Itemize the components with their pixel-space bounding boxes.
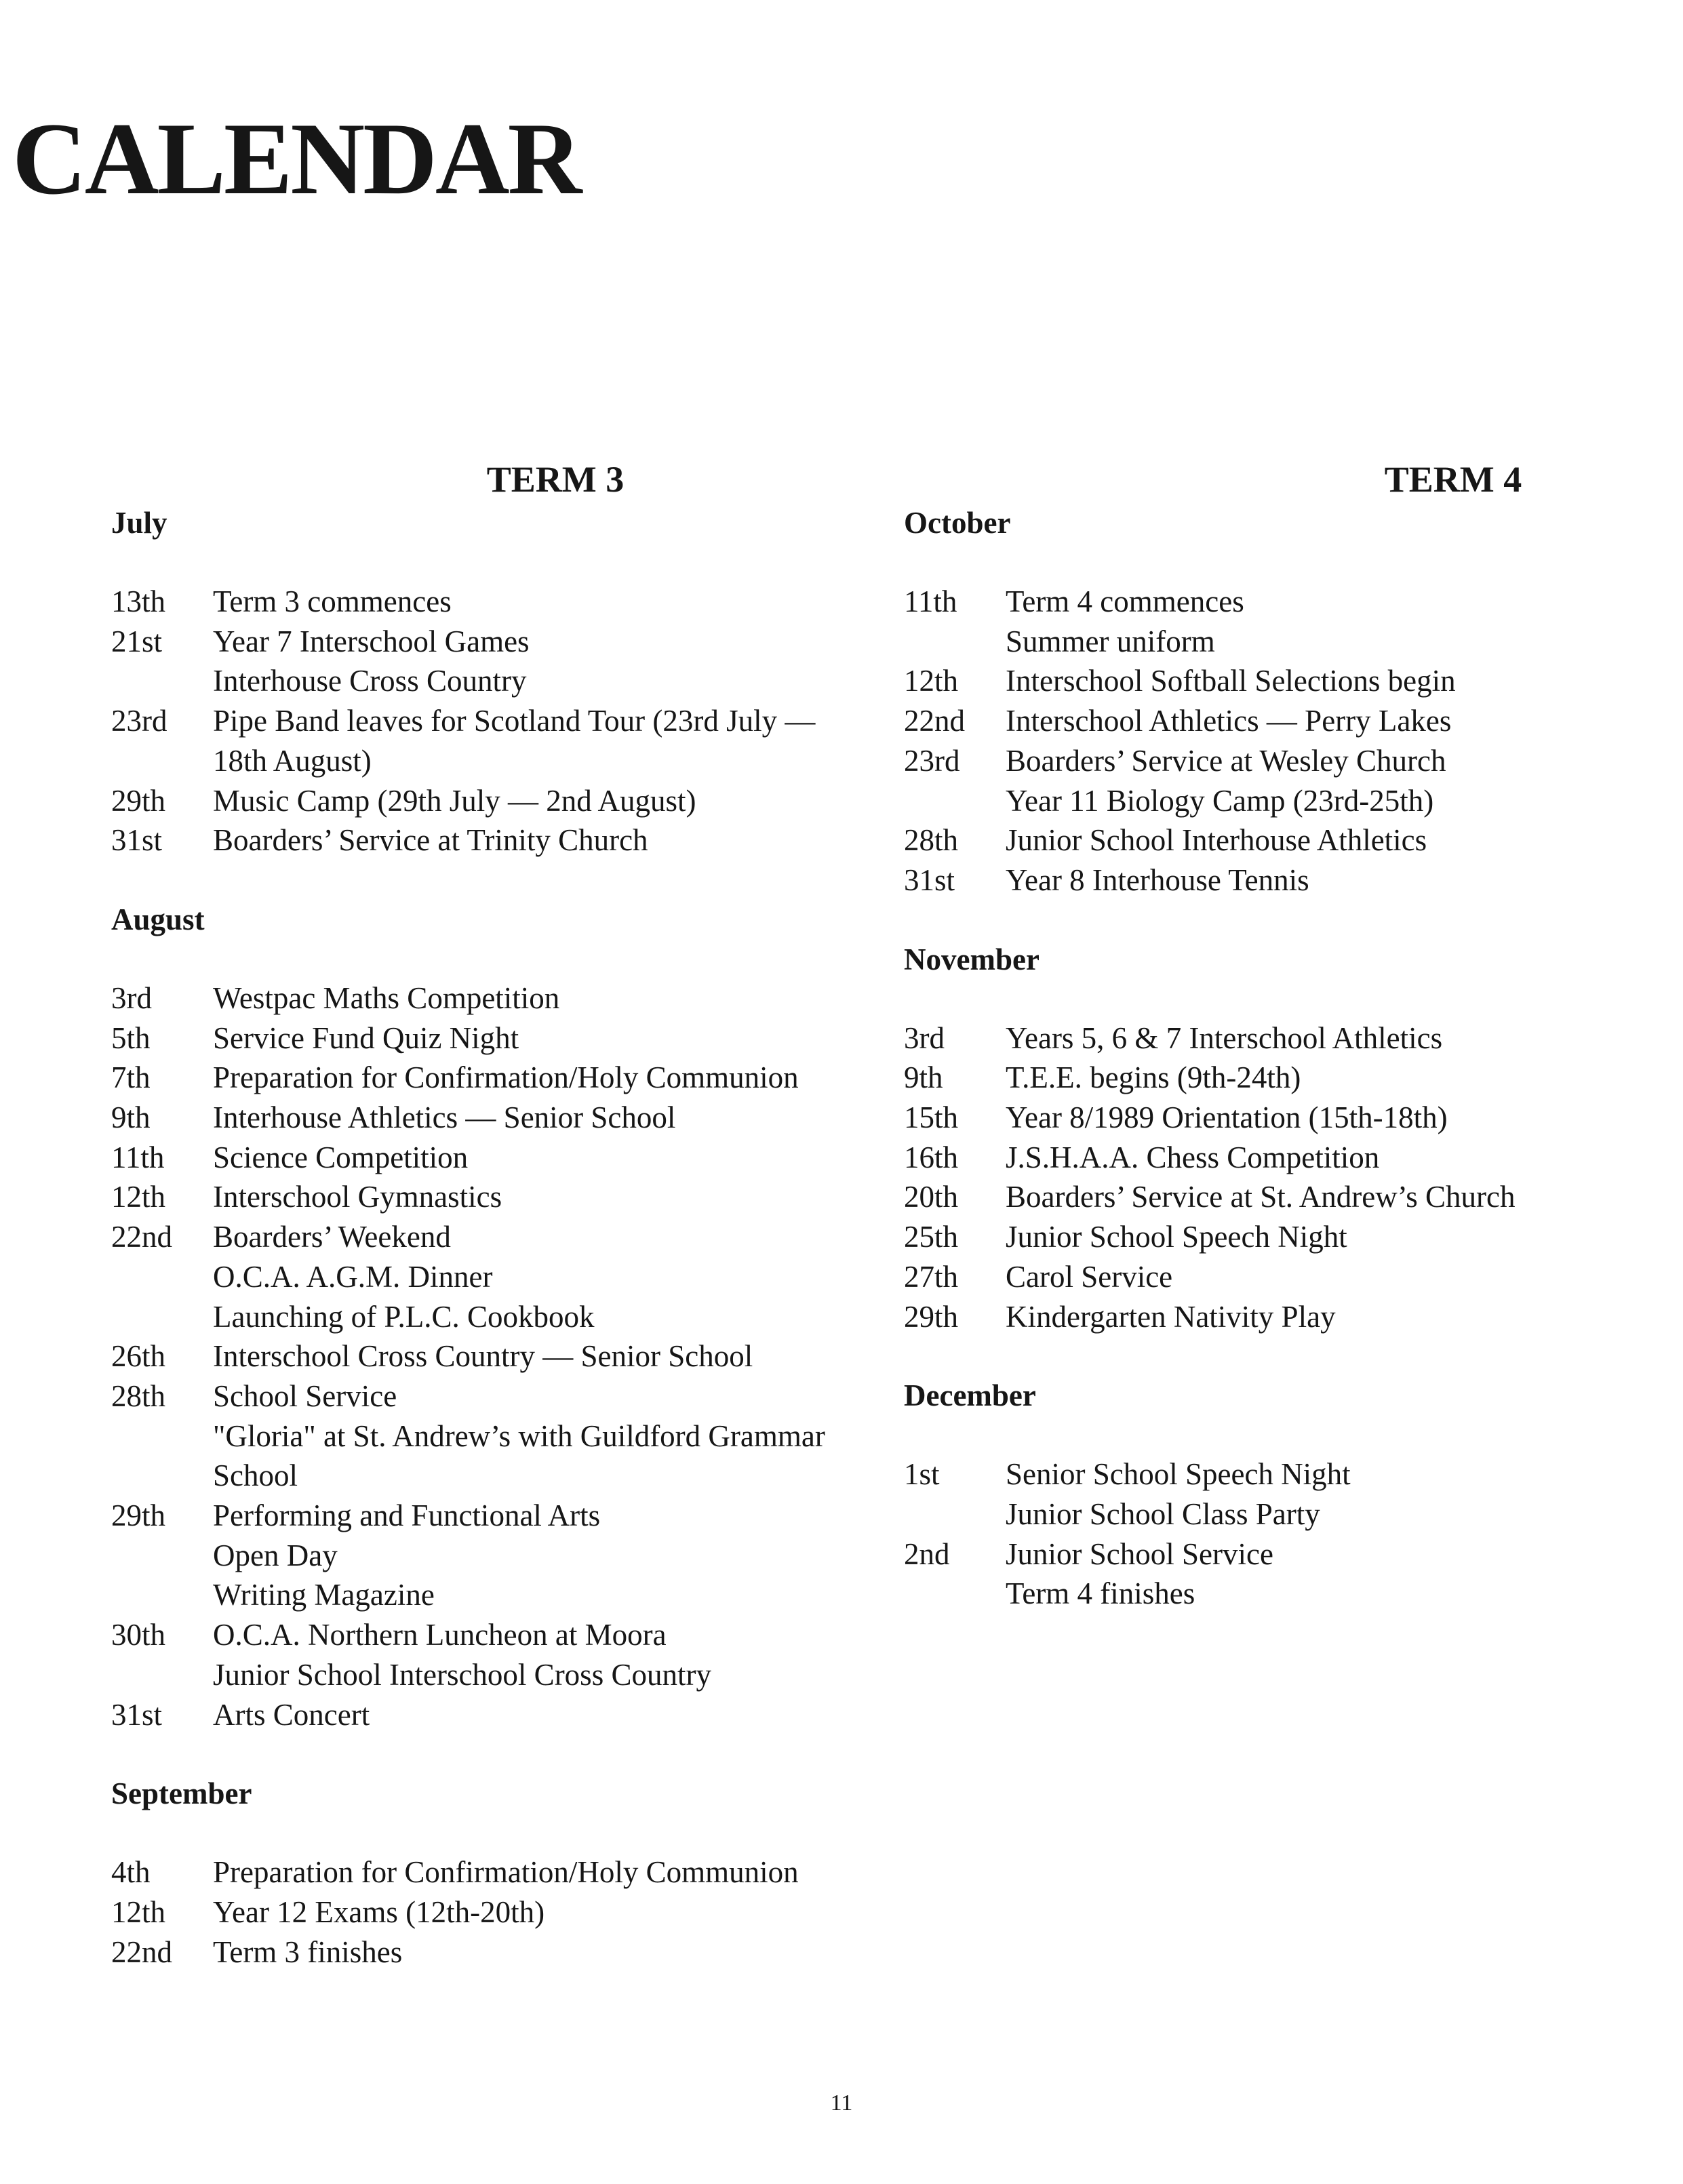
entry-date: 22nd bbox=[111, 1934, 172, 1969]
entry-date: 23rd bbox=[904, 743, 960, 778]
event-text: Junior School Interhouse Athletics bbox=[1006, 823, 1427, 858]
calendar-entry bbox=[904, 701, 1650, 741]
entry-events bbox=[213, 1852, 850, 1892]
event-text: Boarders’ Service at St. Andrew’s Church bbox=[1006, 1180, 1516, 1214]
calendar-entry bbox=[111, 1695, 850, 1735]
term-heading: TERM 4 bbox=[1384, 459, 1522, 500]
entry-events bbox=[1006, 1098, 1650, 1138]
entry-date: 22nd bbox=[111, 1220, 172, 1254]
event-text: Arts Concert bbox=[213, 1697, 370, 1732]
entry-date: 1st bbox=[904, 1457, 940, 1492]
event-text: Boarders’ Service at Wesley Church bbox=[1006, 743, 1446, 778]
entry-date: 21st bbox=[111, 624, 163, 658]
event-text: O.C.A. A.G.M. Dinner bbox=[213, 1259, 493, 1294]
event-text: J.S.H.A.A. Chess Competition bbox=[1006, 1140, 1380, 1174]
calendar-entry bbox=[904, 860, 1650, 900]
event-text: Term 4 commences bbox=[1006, 584, 1244, 618]
event-text: Performing and Functional Arts bbox=[213, 1498, 601, 1533]
event-text: 18th August) bbox=[213, 743, 372, 778]
event-text: Interschool Athletics — Perry Lakes bbox=[1006, 704, 1452, 738]
entry-events bbox=[213, 781, 850, 821]
event-text: Junior School Interschool Cross Country bbox=[213, 1657, 711, 1692]
month-section-december bbox=[904, 1376, 1650, 1614]
calendar-entry bbox=[904, 1297, 1650, 1337]
calendar-entry bbox=[111, 622, 850, 701]
month-heading: November bbox=[904, 942, 1040, 976]
entry-date: 23rd bbox=[111, 704, 167, 738]
entry-date: 29th bbox=[904, 1299, 959, 1334]
event-text: Term 3 finishes bbox=[213, 1934, 403, 1969]
entry-events bbox=[1006, 860, 1650, 900]
entry-date: 31st bbox=[111, 1697, 163, 1732]
entry-date: 13th bbox=[111, 584, 166, 618]
calendar-entry bbox=[904, 1257, 1650, 1297]
calendar-entry bbox=[111, 1615, 850, 1694]
entry-events bbox=[1006, 1257, 1650, 1297]
entry-date: 26th bbox=[111, 1339, 166, 1374]
entry-date: 25th bbox=[904, 1220, 959, 1254]
entry-date: 15th bbox=[904, 1100, 959, 1135]
entry-events bbox=[213, 1496, 850, 1615]
event-text: Junior School Class Party bbox=[1006, 1496, 1320, 1531]
entry-events bbox=[213, 701, 850, 780]
entry-events bbox=[1006, 820, 1650, 860]
event-text: Year 7 Interschool Games bbox=[213, 624, 530, 658]
entry-events bbox=[213, 1336, 850, 1376]
entry-events bbox=[1006, 701, 1650, 741]
entry-date: 29th bbox=[111, 783, 166, 818]
calendar-entry bbox=[904, 1138, 1650, 1178]
event-text: Open Day bbox=[213, 1538, 338, 1572]
term-3-column bbox=[111, 456, 850, 1972]
entry-date: 9th bbox=[111, 1100, 151, 1135]
entry-date: 3rd bbox=[904, 1020, 945, 1055]
calendar-entry bbox=[904, 1454, 1650, 1534]
entry-date: 11th bbox=[111, 1140, 165, 1174]
entry-date: 12th bbox=[111, 1894, 166, 1929]
entry-events bbox=[213, 1138, 850, 1178]
calendar-entry bbox=[904, 741, 1650, 820]
event-text: Preparation for Confirmation/Holy Communion bbox=[213, 1855, 799, 1890]
entry-date: 5th bbox=[111, 1020, 151, 1055]
calendar-entry bbox=[111, 1138, 850, 1178]
entry-date: 31st bbox=[904, 862, 955, 897]
entry-date: 29th bbox=[111, 1498, 166, 1533]
calendar-entry bbox=[904, 820, 1650, 860]
calendar-entry bbox=[904, 661, 1650, 701]
month-heading: October bbox=[904, 506, 1011, 540]
calendar-entry bbox=[111, 1336, 850, 1376]
event-text: T.E.E. begins (9th-24th) bbox=[1006, 1060, 1301, 1095]
calendar-entry bbox=[904, 1534, 1650, 1614]
event-text: Boarders’ Service at Trinity Church bbox=[213, 823, 648, 858]
entry-date: 7th bbox=[111, 1060, 151, 1095]
entry-date: 28th bbox=[111, 1378, 166, 1413]
entry-events bbox=[213, 1058, 850, 1098]
event-text: Westpac Maths Competition bbox=[213, 980, 560, 1015]
entry-date: 12th bbox=[111, 1180, 166, 1214]
calendar-entry bbox=[904, 1018, 1650, 1058]
event-text: Junior School Service bbox=[1006, 1536, 1273, 1571]
calendar-entry bbox=[111, 820, 850, 860]
event-text: Science Competition bbox=[213, 1140, 469, 1174]
event-text: Kindergarten Nativity Play bbox=[1006, 1299, 1336, 1334]
entry-events bbox=[1006, 1297, 1650, 1337]
event-text: Interschool Cross Country — Senior School bbox=[213, 1339, 753, 1374]
calendar-entry bbox=[111, 978, 850, 1018]
calendar-entry bbox=[111, 1892, 850, 1932]
event-text: Term 4 finishes bbox=[1006, 1576, 1195, 1611]
event-text: Interhouse Cross Country bbox=[213, 664, 527, 698]
event-text: Term 3 commences bbox=[213, 584, 452, 618]
calendar-entry bbox=[111, 1496, 850, 1615]
entry-date: 11th bbox=[904, 584, 957, 618]
event-text: Interschool Softball Selections begin bbox=[1006, 664, 1456, 698]
entry-events bbox=[213, 1217, 850, 1336]
entry-events bbox=[213, 1695, 850, 1735]
month-section-july bbox=[111, 503, 850, 860]
entry-events bbox=[1006, 1217, 1650, 1257]
event-text: School bbox=[213, 1458, 298, 1493]
calendar-entry bbox=[904, 1177, 1650, 1217]
calendar-entry bbox=[904, 1058, 1650, 1098]
entry-events bbox=[1006, 1138, 1650, 1178]
entry-date: 3rd bbox=[111, 980, 152, 1015]
entry-date: 22nd bbox=[904, 704, 965, 738]
event-text: Junior School Speech Night bbox=[1006, 1220, 1347, 1254]
event-text: "Gloria" at St. Andrew’s with Guildford Grammar bbox=[213, 1418, 825, 1453]
event-text: O.C.A. Northern Luncheon at Moora bbox=[213, 1618, 667, 1652]
entry-date: 20th bbox=[904, 1180, 959, 1214]
month-heading: August bbox=[111, 902, 205, 936]
event-text: Interhouse Athletics — Senior School bbox=[213, 1100, 676, 1135]
entry-events bbox=[1006, 661, 1650, 701]
event-text: Summer uniform bbox=[1006, 624, 1215, 658]
page-number: 11 bbox=[830, 2090, 853, 2116]
entry-events bbox=[213, 1932, 850, 1972]
calendar-entry bbox=[111, 1932, 850, 1972]
calendar-entry bbox=[111, 582, 850, 622]
entry-events bbox=[213, 1177, 850, 1217]
entry-date: 28th bbox=[904, 823, 959, 858]
entry-events bbox=[1006, 1177, 1650, 1217]
entry-events bbox=[1006, 582, 1650, 661]
entry-events bbox=[213, 1615, 850, 1694]
entry-date: 16th bbox=[904, 1140, 959, 1174]
entry-events bbox=[1006, 1534, 1650, 1614]
calendar-entry bbox=[111, 1376, 850, 1496]
calendar-entry bbox=[904, 582, 1650, 661]
entry-date: 12th bbox=[904, 664, 959, 698]
calendar-entry bbox=[111, 1098, 850, 1138]
month-heading: July bbox=[111, 506, 167, 540]
event-text: School Service bbox=[213, 1378, 397, 1413]
entry-events bbox=[213, 1376, 850, 1496]
event-text: Writing Magazine bbox=[213, 1578, 435, 1612]
entry-events bbox=[213, 622, 850, 701]
entry-events bbox=[213, 820, 850, 860]
event-text: Carol Service bbox=[1006, 1259, 1173, 1294]
entry-date: 9th bbox=[904, 1060, 943, 1095]
entry-events bbox=[213, 1892, 850, 1932]
page-title: CALENDAR bbox=[12, 102, 580, 216]
event-text: Service Fund Quiz Night bbox=[213, 1020, 519, 1055]
calendar-entry bbox=[111, 1177, 850, 1217]
calendar-entry bbox=[111, 1852, 850, 1892]
month-section-october bbox=[904, 503, 1650, 900]
month-section-august bbox=[111, 900, 850, 1734]
calendar-entry bbox=[111, 1058, 850, 1098]
event-text: Year 8 Interhouse Tennis bbox=[1006, 862, 1309, 897]
month-section-november bbox=[904, 940, 1650, 1337]
entry-events bbox=[213, 978, 850, 1018]
entry-date: 4th bbox=[111, 1855, 151, 1890]
entry-events bbox=[1006, 741, 1650, 820]
entry-date: 2nd bbox=[904, 1536, 950, 1571]
month-section-september bbox=[111, 1774, 850, 1972]
event-text: Interschool Gymnastics bbox=[213, 1180, 502, 1214]
event-text: Senior School Speech Night bbox=[1006, 1457, 1351, 1492]
event-text: Preparation for Confirmation/Holy Communion bbox=[213, 1060, 799, 1095]
calendar-entry bbox=[904, 1098, 1650, 1138]
event-text: Music Camp (29th July — 2nd August) bbox=[213, 783, 696, 818]
entry-date: 30th bbox=[111, 1618, 166, 1652]
term-heading: TERM 3 bbox=[486, 459, 625, 500]
entry-date: 27th bbox=[904, 1259, 959, 1294]
event-text: Year 11 Biology Camp (23rd-25th) bbox=[1006, 783, 1434, 818]
term-4-column bbox=[904, 456, 1650, 1614]
entry-events bbox=[213, 1018, 850, 1058]
calendar-entry bbox=[111, 1018, 850, 1058]
calendar-entry bbox=[111, 701, 850, 780]
month-heading: December bbox=[904, 1378, 1036, 1413]
month-heading: September bbox=[111, 1776, 252, 1811]
entry-events bbox=[1006, 1018, 1650, 1058]
event-text: Launching of P.L.C. Cookbook bbox=[213, 1299, 595, 1334]
entry-events bbox=[1006, 1058, 1650, 1098]
event-text: Boarders’ Weekend bbox=[213, 1220, 451, 1254]
calendar-entry bbox=[904, 1217, 1650, 1257]
event-text: Year 8/1989 Orientation (15th-18th) bbox=[1006, 1100, 1448, 1135]
calendar-entry bbox=[111, 1217, 850, 1336]
event-text: Year 12 Exams (12th-20th) bbox=[213, 1894, 545, 1929]
entry-events bbox=[1006, 1454, 1650, 1534]
entry-date: 31st bbox=[111, 823, 163, 858]
event-text: Pipe Band leaves for Scotland Tour (23rd July — bbox=[213, 704, 816, 738]
entry-events bbox=[213, 582, 850, 622]
event-text: Years 5, 6 & 7 Interschool Athletics bbox=[1006, 1020, 1443, 1055]
entry-events bbox=[213, 1098, 850, 1138]
calendar-entry bbox=[111, 781, 850, 821]
